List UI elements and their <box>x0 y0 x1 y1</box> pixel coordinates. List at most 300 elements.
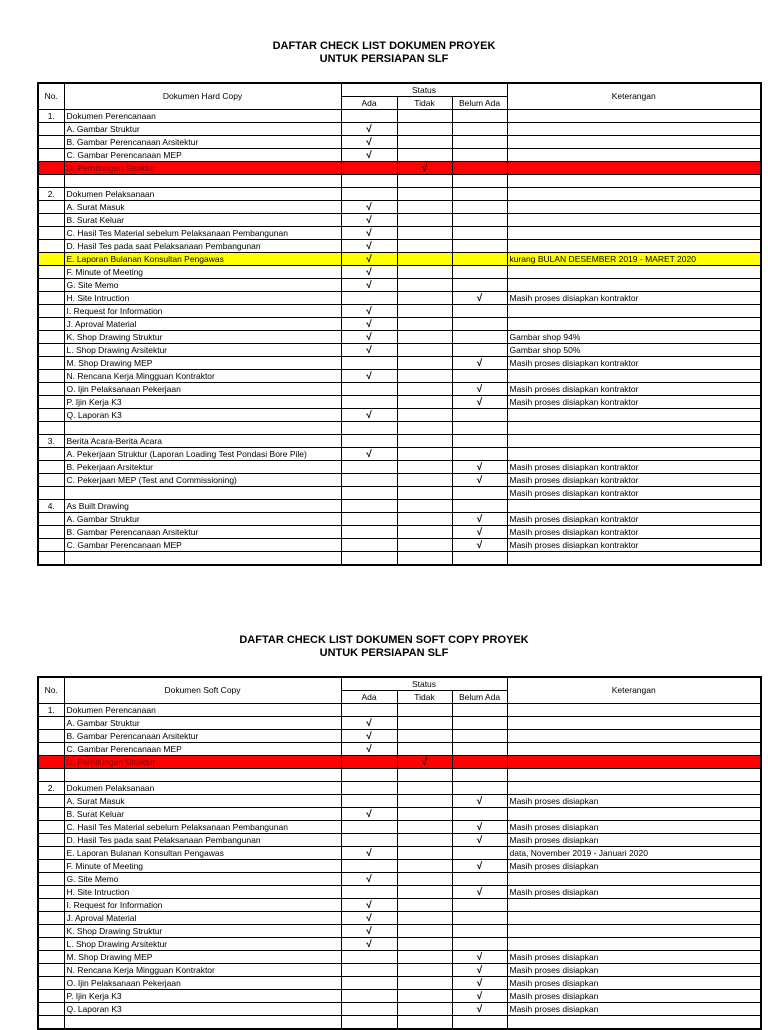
status-belum-ada: √ <box>452 795 507 808</box>
keterangan: Masih proses disiapkan kontraktor <box>507 292 761 305</box>
status-belum-ada <box>452 240 507 253</box>
status-ada: √ <box>341 279 397 292</box>
table-row <box>38 1003 761 1016</box>
status-ada <box>341 886 397 899</box>
table-row <box>38 110 761 123</box>
status-belum-ada <box>452 136 507 149</box>
status-ada <box>341 977 397 990</box>
table-row <box>38 821 761 834</box>
row-number <box>38 409 64 422</box>
document-name: A. Surat Masuk <box>64 201 341 214</box>
status-tidak <box>397 990 452 1003</box>
table-row <box>38 357 761 370</box>
status-ada <box>341 474 397 487</box>
table-row <box>38 383 761 396</box>
document-name: Dokumen Pelaksanaan <box>64 782 341 795</box>
status-tidak <box>397 938 452 951</box>
document-name: G. Site Memo <box>64 873 341 886</box>
status-ada <box>341 292 397 305</box>
status-ada: √ <box>341 448 397 461</box>
status-ada <box>341 500 397 513</box>
row-number <box>38 396 64 409</box>
table-row <box>38 396 761 409</box>
header-ada: Ada <box>341 97 397 110</box>
status-ada <box>341 1003 397 1016</box>
keterangan: Masih proses disiapkan kontraktor <box>507 539 761 552</box>
keterangan <box>507 123 761 136</box>
status-tidak <box>397 240 452 253</box>
keterangan <box>507 899 761 912</box>
status-tidak <box>397 821 452 834</box>
document-name: M. Shop Drawing MEP <box>64 357 341 370</box>
header-tidak: Tidak <box>397 691 452 704</box>
status-belum-ada <box>452 253 507 266</box>
header-document: Dokumen Hard Copy <box>64 83 341 110</box>
status-belum-ada: √ <box>452 383 507 396</box>
row-number <box>38 834 64 847</box>
keterangan <box>507 188 761 201</box>
status-belum-ada: √ <box>452 821 507 834</box>
document-name <box>64 552 341 566</box>
document-name: P. Ijin Kerja K3 <box>64 396 341 409</box>
status-belum-ada <box>452 123 507 136</box>
keterangan <box>507 279 761 292</box>
table-row <box>38 253 761 266</box>
table-row <box>38 1016 761 1030</box>
status-belum-ada <box>452 279 507 292</box>
keterangan: Masih proses disiapkan <box>507 977 761 990</box>
keterangan <box>507 240 761 253</box>
status-belum-ada: √ <box>452 951 507 964</box>
keterangan <box>507 110 761 123</box>
document-name: C. Gambar Perencanaan MEP <box>64 743 341 756</box>
row-number: 2. <box>38 782 64 795</box>
table-row <box>38 834 761 847</box>
document-name: L. Shop Drawing Arsitektur <box>64 344 341 357</box>
status-ada <box>341 539 397 552</box>
table-row <box>38 487 761 500</box>
keterangan <box>507 756 761 769</box>
document-name: C. Gambar Perencanaan MEP <box>64 539 341 552</box>
table-row <box>38 201 761 214</box>
status-ada: √ <box>341 305 397 318</box>
status-belum-ada <box>452 305 507 318</box>
table2-title-line2: UNTUK PERSIAPAN SLF <box>319 647 449 659</box>
row-number <box>38 808 64 821</box>
document-name: A. Surat Masuk <box>64 795 341 808</box>
row-number <box>38 201 64 214</box>
table-row <box>38 782 761 795</box>
table-row <box>38 873 761 886</box>
keterangan <box>507 370 761 383</box>
status-tidak <box>397 188 452 201</box>
keterangan: Masih proses disiapkan kontraktor <box>507 383 761 396</box>
status-tidak: √ <box>397 756 452 769</box>
document-name: Q. Laporan K3 <box>64 1003 341 1016</box>
status-ada: √ <box>341 912 397 925</box>
status-tidak <box>397 422 452 435</box>
status-tidak <box>397 552 452 566</box>
document-name: I. Request for Information <box>64 305 341 318</box>
status-tidak <box>397 448 452 461</box>
status-ada <box>341 834 397 847</box>
keterangan <box>507 938 761 951</box>
status-tidak <box>397 912 452 925</box>
table-row <box>38 769 761 782</box>
table-row <box>38 899 761 912</box>
status-tidak <box>397 201 452 214</box>
row-number <box>38 240 64 253</box>
keterangan <box>507 318 761 331</box>
row-number <box>38 552 64 566</box>
row-number <box>38 925 64 938</box>
row-number <box>38 266 64 279</box>
status-belum-ada <box>452 422 507 435</box>
table-row <box>38 513 761 526</box>
status-tidak <box>397 782 452 795</box>
status-ada: √ <box>341 873 397 886</box>
keterangan: Gambar shop 94% <box>507 331 761 344</box>
table-row <box>38 860 761 873</box>
status-belum-ada <box>452 552 507 566</box>
row-number <box>38 318 64 331</box>
document-name: D. Perhitungan Struktur <box>64 162 341 175</box>
keterangan: Masih proses disiapkan <box>507 860 761 873</box>
row-number <box>38 513 64 526</box>
status-belum-ada: √ <box>452 357 507 370</box>
status-belum-ada <box>452 344 507 357</box>
keterangan <box>507 227 761 240</box>
document-name: E. Laporan Bulanan Konsultan Pengawas <box>64 847 341 860</box>
row-number <box>38 821 64 834</box>
row-number <box>38 717 64 730</box>
header-no: No. <box>38 83 64 110</box>
document-name: A. Gambar Struktur <box>64 717 341 730</box>
row-number <box>38 899 64 912</box>
table-row <box>38 136 761 149</box>
document-name: Q. Laporan K3 <box>64 409 341 422</box>
table-row <box>38 305 761 318</box>
table-row <box>38 162 761 175</box>
table-row <box>38 461 761 474</box>
table-row <box>38 214 761 227</box>
status-tidak <box>397 331 452 344</box>
status-belum-ada <box>452 847 507 860</box>
table-row <box>38 743 761 756</box>
status-ada <box>341 860 397 873</box>
document-name: C. Gambar Perencanaan MEP <box>64 149 341 162</box>
table-row <box>38 370 761 383</box>
table2-title-line1: DAFTAR CHECK LIST DOKUMEN SOFT COPY PROYEK <box>239 634 529 646</box>
row-number <box>38 383 64 396</box>
table1-title-line2: UNTUK PERSIAPAN SLF <box>319 53 449 65</box>
keterangan <box>507 136 761 149</box>
status-belum-ada: √ <box>452 461 507 474</box>
table-row <box>38 539 761 552</box>
status-ada <box>341 769 397 782</box>
row-number <box>38 162 64 175</box>
row-number <box>38 487 64 500</box>
table-row <box>38 964 761 977</box>
status-tidak <box>397 149 452 162</box>
keterangan <box>507 422 761 435</box>
row-number <box>38 795 64 808</box>
status-ada: √ <box>341 214 397 227</box>
status-ada <box>341 795 397 808</box>
status-belum-ada <box>452 717 507 730</box>
keterangan <box>507 266 761 279</box>
row-number <box>38 136 64 149</box>
row-number: 1. <box>38 704 64 717</box>
row-number <box>38 912 64 925</box>
status-ada <box>341 526 397 539</box>
status-tidak <box>397 925 452 938</box>
status-tidak <box>397 227 452 240</box>
document-name: B. Surat Keluar <box>64 214 341 227</box>
table-row <box>38 756 761 769</box>
document-name: E. Laporan Bulanan Konsultan Pengawas <box>64 253 341 266</box>
document-name: B. Gambar Perencanaan Arsitektur <box>64 526 341 539</box>
keterangan: Masih proses disiapkan kontraktor <box>507 526 761 539</box>
status-belum-ada <box>452 448 507 461</box>
table-row <box>38 240 761 253</box>
keterangan <box>507 782 761 795</box>
status-belum-ada <box>452 912 507 925</box>
keterangan: data, November 2019 - Januari 2020 <box>507 847 761 860</box>
table-row <box>38 500 761 513</box>
row-number <box>38 977 64 990</box>
status-tidak <box>397 383 452 396</box>
document-name: B. Gambar Perencanaan Arsitektur <box>64 136 341 149</box>
table-row <box>38 795 761 808</box>
table1-title <box>0 40 768 66</box>
document-name <box>64 769 341 782</box>
row-number <box>38 253 64 266</box>
status-tidak <box>397 704 452 717</box>
status-belum-ada: √ <box>452 886 507 899</box>
status-belum-ada <box>452 500 507 513</box>
hardcopy-checklist-table <box>37 82 762 566</box>
status-tidak <box>397 526 452 539</box>
status-tidak <box>397 123 452 136</box>
document-name: O. Ijin Pelaksanaan Pekerjaan <box>64 383 341 396</box>
document-name: G. Site Memo <box>64 279 341 292</box>
status-ada: √ <box>341 808 397 821</box>
keterangan: Masih proses disiapkan kontraktor <box>507 357 761 370</box>
row-number <box>38 175 64 188</box>
keterangan: Masih proses disiapkan <box>507 951 761 964</box>
keterangan <box>507 435 761 448</box>
status-ada: √ <box>341 136 397 149</box>
keterangan <box>507 448 761 461</box>
status-belum-ada: √ <box>452 1003 507 1016</box>
status-tidak <box>397 886 452 899</box>
keterangan <box>507 175 761 188</box>
keterangan <box>507 149 761 162</box>
row-number <box>38 227 64 240</box>
document-name: D. Hasil Tes pada saat Pelaksanaan Pembangunan <box>64 834 341 847</box>
status-ada <box>341 435 397 448</box>
document-name: C. Hasil Tes Material sebelum Pelaksanaan Pembangunan <box>64 227 341 240</box>
document-name: H. Site Intruction <box>64 292 341 305</box>
keterangan <box>507 873 761 886</box>
status-tidak <box>397 344 452 357</box>
status-belum-ada <box>452 188 507 201</box>
document-name: F. Minute of Meeting <box>64 860 341 873</box>
status-belum-ada <box>452 899 507 912</box>
status-tidak: √ <box>397 162 452 175</box>
status-ada <box>341 162 397 175</box>
status-ada: √ <box>341 409 397 422</box>
keterangan <box>507 409 761 422</box>
document-name: A. Gambar Struktur <box>64 123 341 136</box>
row-number <box>38 149 64 162</box>
status-belum-ada <box>452 730 507 743</box>
table2-title <box>0 634 768 660</box>
status-belum-ada <box>452 938 507 951</box>
table-row <box>38 331 761 344</box>
table-row <box>38 938 761 951</box>
row-number <box>38 357 64 370</box>
keterangan <box>507 214 761 227</box>
keterangan: Masih proses disiapkan <box>507 834 761 847</box>
status-belum-ada: √ <box>452 860 507 873</box>
status-ada <box>341 964 397 977</box>
document-name: D. Perhitungan Struktur <box>64 756 341 769</box>
table-row <box>38 808 761 821</box>
row-number <box>38 873 64 886</box>
keterangan <box>507 808 761 821</box>
status-ada <box>341 513 397 526</box>
status-belum-ada <box>452 873 507 886</box>
table-row <box>38 266 761 279</box>
status-ada <box>341 487 397 500</box>
status-belum-ada <box>452 409 507 422</box>
header-keterangan: Keterangan <box>507 83 761 110</box>
header-document: Dokumen Soft Copy <box>64 677 341 704</box>
keterangan <box>507 1016 761 1030</box>
status-belum-ada <box>452 925 507 938</box>
status-belum-ada <box>452 214 507 227</box>
status-tidak <box>397 500 452 513</box>
table-row <box>38 227 761 240</box>
document-name: A. Pekerjaan Struktur (Laporan Loading Test Pondasi Bore Pile) <box>64 448 341 461</box>
table-row <box>38 279 761 292</box>
status-ada: √ <box>341 925 397 938</box>
status-tidak <box>397 435 452 448</box>
table1-body <box>38 110 761 566</box>
document-name: K. Shop Drawing Struktur <box>64 331 341 344</box>
table-row <box>38 925 761 938</box>
table-row <box>38 344 761 357</box>
status-tidak <box>397 730 452 743</box>
document-name: M. Shop Drawing MEP <box>64 951 341 964</box>
keterangan <box>507 717 761 730</box>
status-ada: √ <box>341 730 397 743</box>
status-ada: √ <box>341 370 397 383</box>
status-ada: √ <box>341 717 397 730</box>
keterangan: Masih proses disiapkan kontraktor <box>507 487 761 500</box>
table-row <box>38 951 761 964</box>
table-row <box>38 474 761 487</box>
status-tidak <box>397 396 452 409</box>
keterangan: Masih proses disiapkan kontraktor <box>507 474 761 487</box>
document-name: I. Request for Information <box>64 899 341 912</box>
keterangan: Masih proses disiapkan <box>507 795 761 808</box>
row-number <box>38 951 64 964</box>
softcopy-checklist-table <box>37 676 762 1030</box>
document-name: Dokumen Perencanaan <box>64 110 341 123</box>
table2-body <box>38 704 761 1030</box>
status-tidak <box>397 899 452 912</box>
row-number <box>38 331 64 344</box>
table-row <box>38 448 761 461</box>
row-number: 4. <box>38 500 64 513</box>
status-tidak <box>397 795 452 808</box>
document-name: B. Surat Keluar <box>64 808 341 821</box>
status-ada <box>341 461 397 474</box>
status-tidak <box>397 860 452 873</box>
status-tidak <box>397 847 452 860</box>
status-ada <box>341 1016 397 1030</box>
status-belum-ada <box>452 162 507 175</box>
status-ada <box>341 383 397 396</box>
status-tidak <box>397 1003 452 1016</box>
status-tidak <box>397 357 452 370</box>
status-ada <box>341 990 397 1003</box>
status-belum-ada <box>452 782 507 795</box>
document-name: N. Rencana Kerja Mingguan Kontraktor <box>64 370 341 383</box>
status-tidak <box>397 474 452 487</box>
row-number <box>38 860 64 873</box>
row-number <box>38 474 64 487</box>
status-tidak <box>397 1016 452 1030</box>
status-tidak <box>397 834 452 847</box>
header-keterangan: Keterangan <box>507 677 761 704</box>
table-row <box>38 123 761 136</box>
status-tidak <box>397 318 452 331</box>
keterangan: Masih proses disiapkan <box>507 886 761 899</box>
status-ada: √ <box>341 201 397 214</box>
table-row <box>38 422 761 435</box>
keterangan: Masih proses disiapkan kontraktor <box>507 461 761 474</box>
status-tidak <box>397 292 452 305</box>
document-name: C. Pekerjaan MEP (Test and Commissioning) <box>64 474 341 487</box>
status-belum-ada: √ <box>452 977 507 990</box>
status-belum-ada <box>452 149 507 162</box>
status-ada <box>341 782 397 795</box>
keterangan: Masih proses disiapkan <box>507 1003 761 1016</box>
keterangan: Masih proses disiapkan <box>507 990 761 1003</box>
row-number <box>38 756 64 769</box>
status-tidak <box>397 487 452 500</box>
document-name: Berita Acara-Berita Acara <box>64 435 341 448</box>
status-tidak <box>397 951 452 964</box>
table-row <box>38 912 761 925</box>
row-number <box>38 292 64 305</box>
row-number <box>38 769 64 782</box>
status-tidak <box>397 873 452 886</box>
document-name: C. Hasil Tes Material sebelum Pelaksanaan Pembangunan <box>64 821 341 834</box>
document-name: P. Ijin Kerja K3 <box>64 990 341 1003</box>
status-tidak <box>397 717 452 730</box>
document-name: H. Site Intruction <box>64 886 341 899</box>
keterangan <box>507 201 761 214</box>
row-number <box>38 539 64 552</box>
status-belum-ada: √ <box>452 513 507 526</box>
keterangan: Masih proses disiapkan kontraktor <box>507 396 761 409</box>
table-row <box>38 886 761 899</box>
